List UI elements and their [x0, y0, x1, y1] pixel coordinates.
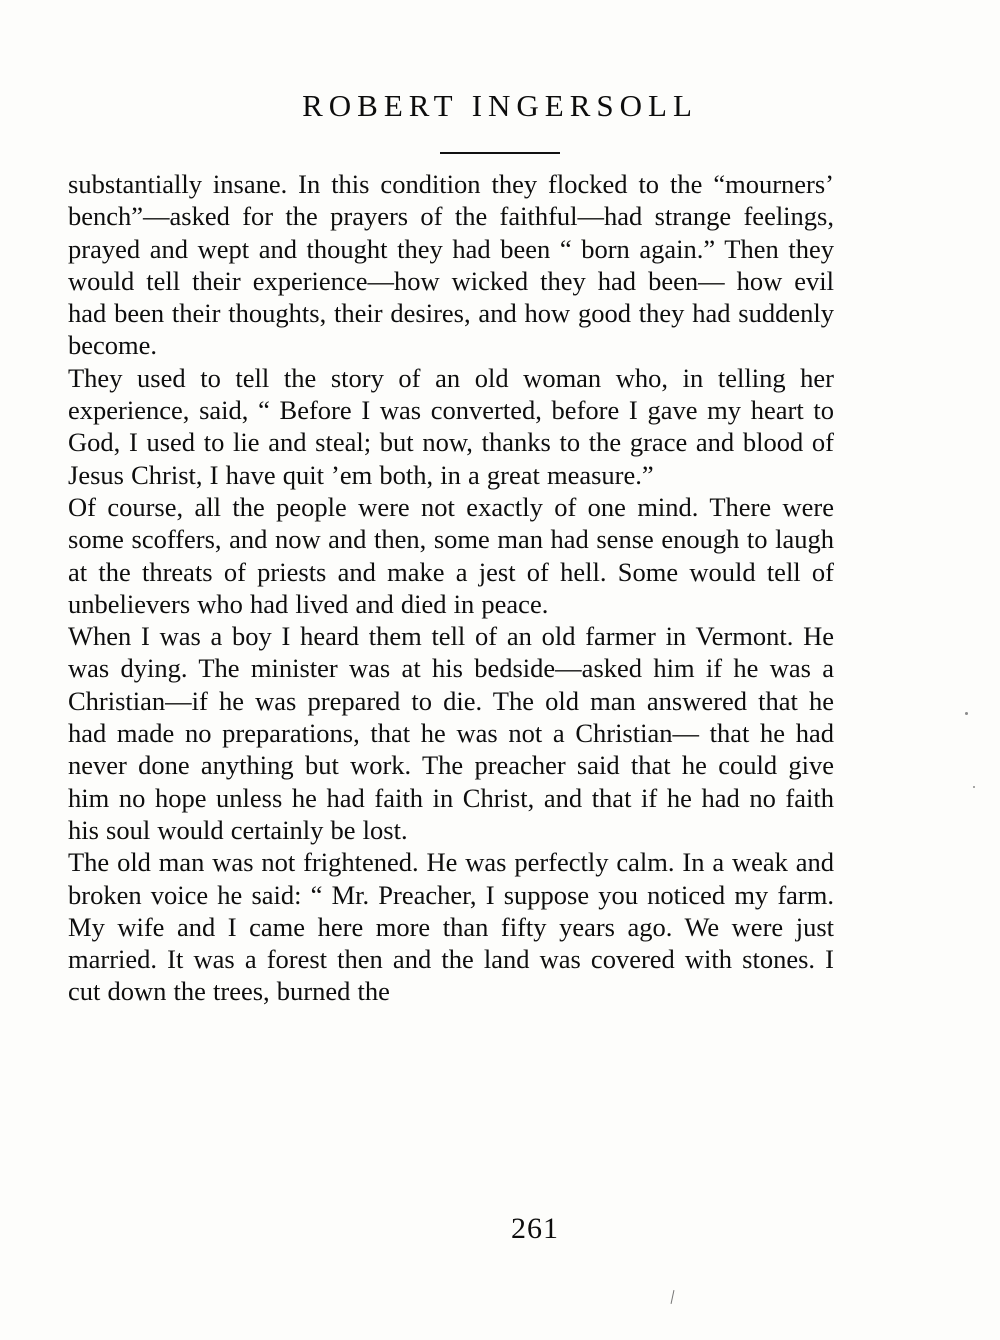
paper-speck — [965, 712, 968, 715]
body-text-column — [68, 168, 834, 1008]
paragraph: The old man was not frightened. He was perfectly calm. In a weak and broken voice he said: “ Mr. Preacher, I suppose you noticed my farm. My wife and I came here more than fifty years ago. We were just married. It was a forest then and the land was covered with stones. I cut down the trees, burned the — [68, 847, 834, 1007]
page-running-head: ROBERT INGERSOLL — [302, 88, 698, 123]
paper-speck — [973, 786, 975, 788]
paper-mark — [671, 1290, 675, 1304]
page-number — [0, 1212, 1000, 1246]
page-number-value: 261 — [511, 1212, 559, 1245]
paragraph: They used to tell the story of an old woman who, in telling her experience, said, “ Before I was converted, before I gave my heart to God, I used to lie and steal; but now, thanks to the grace and blood of Jesus Christ, I have quit ’em both, in a great measure.” — [68, 362, 834, 490]
paragraph: substantially insane. In this condition they flocked to the “mourners’ bench”—asked for the prayers of the faithful—had strange feelings, prayed and wept and thought they had been “ born again.” Then they would tell their experience—how wicked they had been— how evil had been their thoughts, their desires, and how good they had suddenly become. — [68, 169, 834, 361]
paragraph: Of course, all the people were not exactly of one mind. There were some scoffers, and now and then, some man had sense enough to laugh at the threats of priests and make a jest of hell. Some would tell of unbelievers who had lived and died in peace. — [68, 491, 834, 619]
paragraph: When I was a boy I heard them tell of an old farmer in Vermont. He was dying. The minister was at his bedside—asked him if he was a Christian—if he was prepared to die. The old man answered that he had made no preparations, that he was not a Christian— that he had never done anything but work. The preacher said that he could give him no hope unless he had faith in Christ, and that if he had no faith his soul would certainly be lost. — [68, 621, 834, 845]
header-rule — [440, 152, 560, 154]
